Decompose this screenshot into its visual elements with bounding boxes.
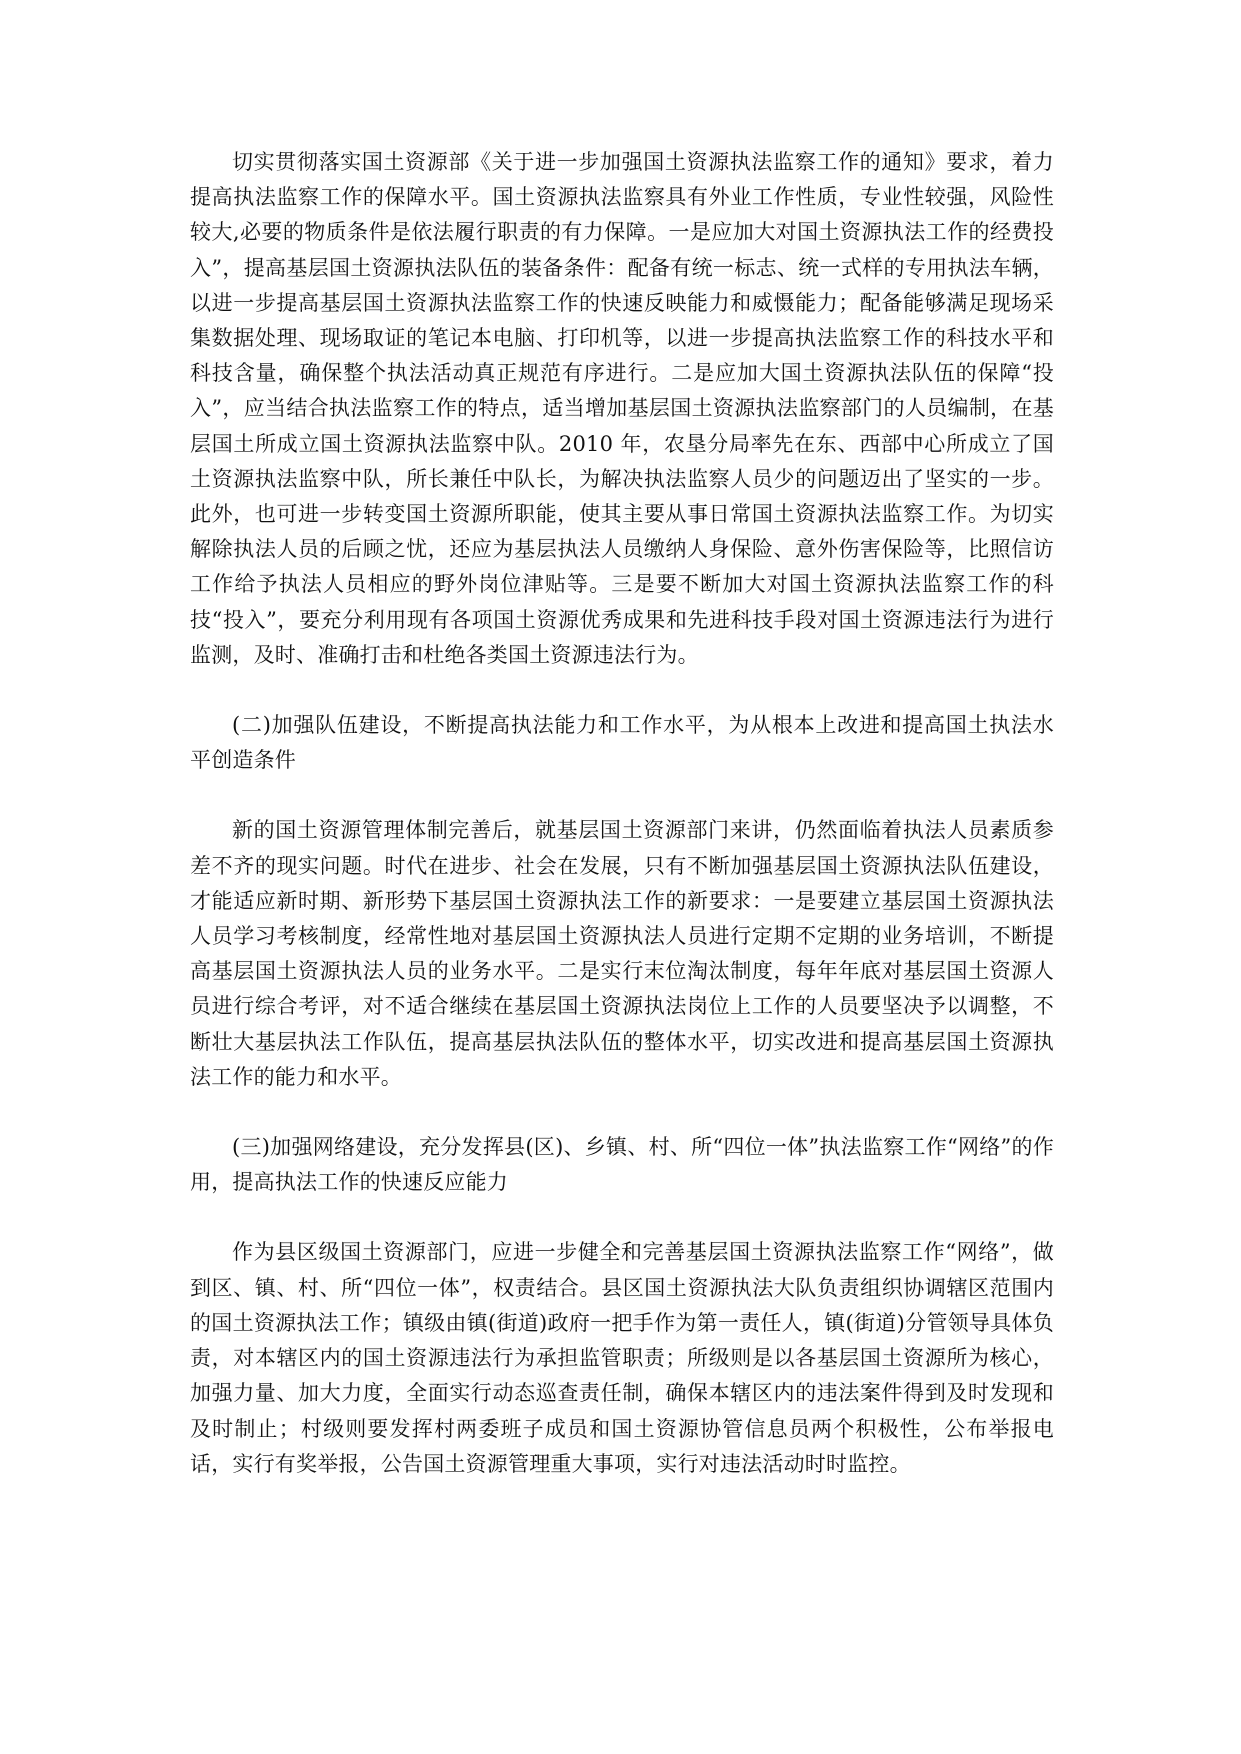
paragraph-gap	[190, 673, 1054, 708]
paragraph-team-building: 新的国土资源管理体制完善后，就基层国土资源部门来讲，仍然面临着执法人员素质参差不齐的现实问题。时代在进步、社会在发展，只有不断加强基层国土资源执法队伍建设，才能适应新时期、新形势下基层国土资源执法工作的新要求：一是要建立基层国土资源执法人员学习考核制度，经常性地对基层国土资源执法人员进行定期不定期的业务培训，不断提高基层国土资源执法人员的业务水平。二是实行末位淘汰制度，每年年底对基层国土资源人员进行综合考评，对不适合继续在基层国土资源执法岗位上工作的人员要坚决予以调整，不断壮大基层执法工作队伍，提高基层执法队伍的整体水平，切实改进和提高基层国土资源执法工作的能力和水平。	[190, 818, 1054, 1089]
paragraph-gap	[190, 1200, 1054, 1235]
paragraph-funding-guarantee: 切实贯彻落实国土资源部《关于进一步加强国土资源执法监察工作的通知》要求，着力提高执法监察工作的保障水平。国土资源执法监察具有外业工作性质，专业性较强，风险性较大,必要的物质条件是依法履行职责的有力保障。一是应加大对国土资源执法工作的经费投入”，提高基层国土资源执法队伍的装备条件：配备有统一标志、统一式样的专用执法车辆，以进一步提高基层国土资源执法监察工作的快速反映能力和威慑能力；配备能够满足现场采集数据处理、现场取证的笔记本电脑、打印机等，以进一步提高执法监察工作的科技水平和科技含量，确保整个执法活动真正规范有序进行。二是应加大国土资源执法队伍的保障“投入”，应当结合执法监察工作的特点，适当增加基层国土资源执法监察部门的人员编制，在基层国土所成立国土资源执法监察中队。2010 年，农垦分局率先在东、西部中心所成立了国土资源执法监察中队，所长兼任中队长，为解决执法监察人员少的问题迈出了坚实的一步。此外，也可进一步转变国土资源所职能，使其主要从事日常国土资源执法监察工作。为切实解除执法人员的后顾之忧，还应为基层执法人员缴纳人身保险、意外伤害保险等，比照信访工作给予执法人员相应的野外岗位津贴等。三是要不断加大对国土资源执法监察工作的科技“投入”，要充分利用现有各项国土资源优秀成果和先进科技手段对国土资源违法行为进行监测，及时、准确打击和杜绝各类国土资源违法行为。	[190, 150, 1054, 667]
section-heading-network-building: (三)加强网络建设，充分发挥县(区)、乡镇、村、所“四位一体”执法监察工作“网络”的作用，提高执法工作的快速反应能力	[190, 1135, 1054, 1195]
section-heading-team-building: (二)加强队伍建设，不断提高执法能力和工作水平，为从根本上改进和提高国土执法水平创造条件	[190, 713, 1054, 773]
paragraph-gap	[190, 1095, 1054, 1130]
paragraph-gap	[190, 778, 1054, 813]
document-body	[190, 145, 1054, 1482]
paragraph-network-building: 作为县区级国土资源部门，应进一步健全和完善基层国土资源执法监察工作“网络”，做到区、镇、村、所“四位一体”，权责结合。县区国土资源执法大队负责组织协调辖区范围内的国土资源执法工作；镇级由镇(街道)政府一把手作为第一责任人，镇(街道)分管领导具体负责，对本辖区内的国土资源违法行为承担监管职责；所级则是以各基层国土资源所为核心，加强力量、加大力度，全面实行动态巡查责任制，确保本辖区内的违法案件得到及时发现和及时制止；村级则要发挥村两委班子成员和国土资源协管信息员两个积极性，公布举报电话，实行有奖举报，公告国土资源管理重大事项，实行对违法活动时时监控。	[190, 1240, 1054, 1476]
